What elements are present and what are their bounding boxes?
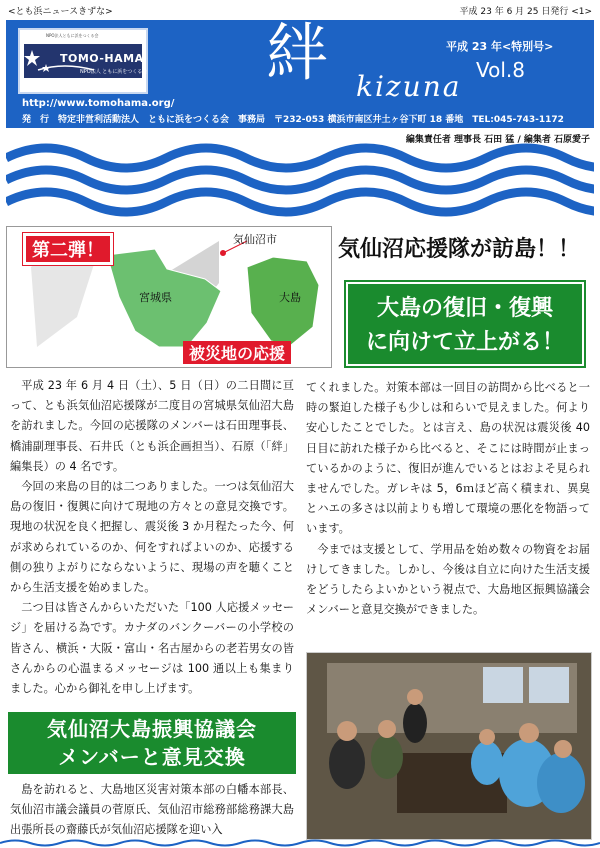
label-miyagi: 宮城県 <box>139 291 172 304</box>
article-left-column <box>10 376 294 699</box>
top-line <box>8 4 592 18</box>
footer-wave <box>0 838 600 848</box>
logo-subtitle: NPO法人 ともに浜をつくる会 <box>80 69 148 75</box>
main-headline: 気仙沼応援隊が訪島！！ <box>338 237 581 262</box>
label-oshima: 大島 <box>279 291 301 304</box>
issue-date-page: 平成 23 年 6 月 25 日発行 <1> <box>459 7 592 17</box>
wave-decoration <box>6 138 594 218</box>
disaster-support-badge: 被災地の応援 <box>183 341 291 364</box>
volume-number: Vol.8 <box>476 58 526 82</box>
article-right-column <box>306 378 590 620</box>
special-issue: 平成 23 年<特別号> <box>446 40 554 53</box>
paragraph-6: 島を訪れると、大島地区災害対策本部の白幡本部長、気仙沼市議会議員の菅原氏、気仙沼市総務部総務課大島出張所長の齋藤氏が気仙沼応援隊を迎い入 <box>10 783 294 837</box>
paragraph-4: てくれました。対策本部は一回目の訪問から比べると一時の緊迫した様子も少しは和らいで見えました。何より安心したことでした。とは言え、島の状況は震災後 40 日目に訪れた様子から比べると、そこには時間が止まっているかのように、復旧が進んでいるとはおよそ見られませんでした。ガレキは 5，6ｍほど高く積まれ、異臭とハエの多さは以前よりも増して環境の悪化を物語っています。 <box>306 381 590 536</box>
publisher-line: 発 行 特定非営利活動法人 ともに浜をつくる会 事務局 〒232-053 横浜市南区井土ヶ谷下町 18 番地 TEL:045-743-1172 <box>22 115 564 125</box>
tomohama-logo <box>18 28 148 94</box>
logo-top-text: NPO法人ともに浜をつくる会 <box>46 33 99 38</box>
meeting-line2: メンバーと意見交換 <box>58 745 246 769</box>
title-kanji: 絆 <box>266 20 329 89</box>
paragraph-5: 今までは支援として、学用品を始め数々の物資をお届けしてきました。しかし、今後は自立に向けた生活支援をどうしたらよいかという視点で、大島地区振興協議会メンバーと意見交換ができました。 <box>306 542 590 617</box>
title-romaji: kizuna <box>356 70 462 103</box>
paragraph-2: 今回の来島の目的は二つありました。一つは気仙沼大島の復旧・復興に向けて現地の方々との意見交換です。現地の状況を良く把握し、震災後 3 か月程たった今、何が求められているのか、何をすればよいのか、応援する側の独りよがりにならないように、現場の声を聴くことから生活支援を始めました。 <box>10 480 294 595</box>
meeting-photo-image <box>307 653 592 840</box>
meeting-banner <box>8 712 296 774</box>
paragraph-3: 二つ目は皆さんからいただいた「100 人応援メッセージ」を届ける為です。カナダのバンクーバーの小学校の皆さん、横浜・大阪・富山・名古屋からの老若男女の皆さんからの心温まるメッセージは 100 通以上も集まりました。心から御礼を申し上げます。 <box>10 601 294 696</box>
map-graphic <box>6 226 332 368</box>
subhead-line2: に向けて立上がる！ <box>365 330 564 355</box>
meeting-line1: 気仙沼大島振興協議会 <box>47 717 257 741</box>
sub-headline <box>346 282 584 366</box>
logo-name: TOMO-HAMA <box>60 52 144 65</box>
editors-credit: 編集責任者 理事長 石田 猛 / 編集者 石原愛子 <box>405 135 590 145</box>
second-round-badge: 第二弾！ <box>23 233 113 265</box>
website-url[interactable]: http://www.tomohama.org/ <box>22 98 175 109</box>
meeting-photo <box>306 652 592 840</box>
article-bottom-left <box>10 780 294 841</box>
newsletter-series-label: <とも浜ニュースきずな> <box>8 7 113 17</box>
label-kesennuma: 気仙沼市 <box>233 233 277 246</box>
subhead-line1: 大島の復旧・復興 <box>376 296 553 321</box>
masthead <box>6 20 594 128</box>
paragraph-1: 平成 23 年 6 月 4 日（土）、5 日（日）の二日間に亘って、とも浜気仙沼応援隊が二度目の宮城県気仙沼大島を訪れました。今回の応援隊のメンバーは石田理事長、橋浦副理事長、石井氏（とも浜企画担当）、石原（「絆」編集長）の 4 名です。 <box>10 379 294 473</box>
